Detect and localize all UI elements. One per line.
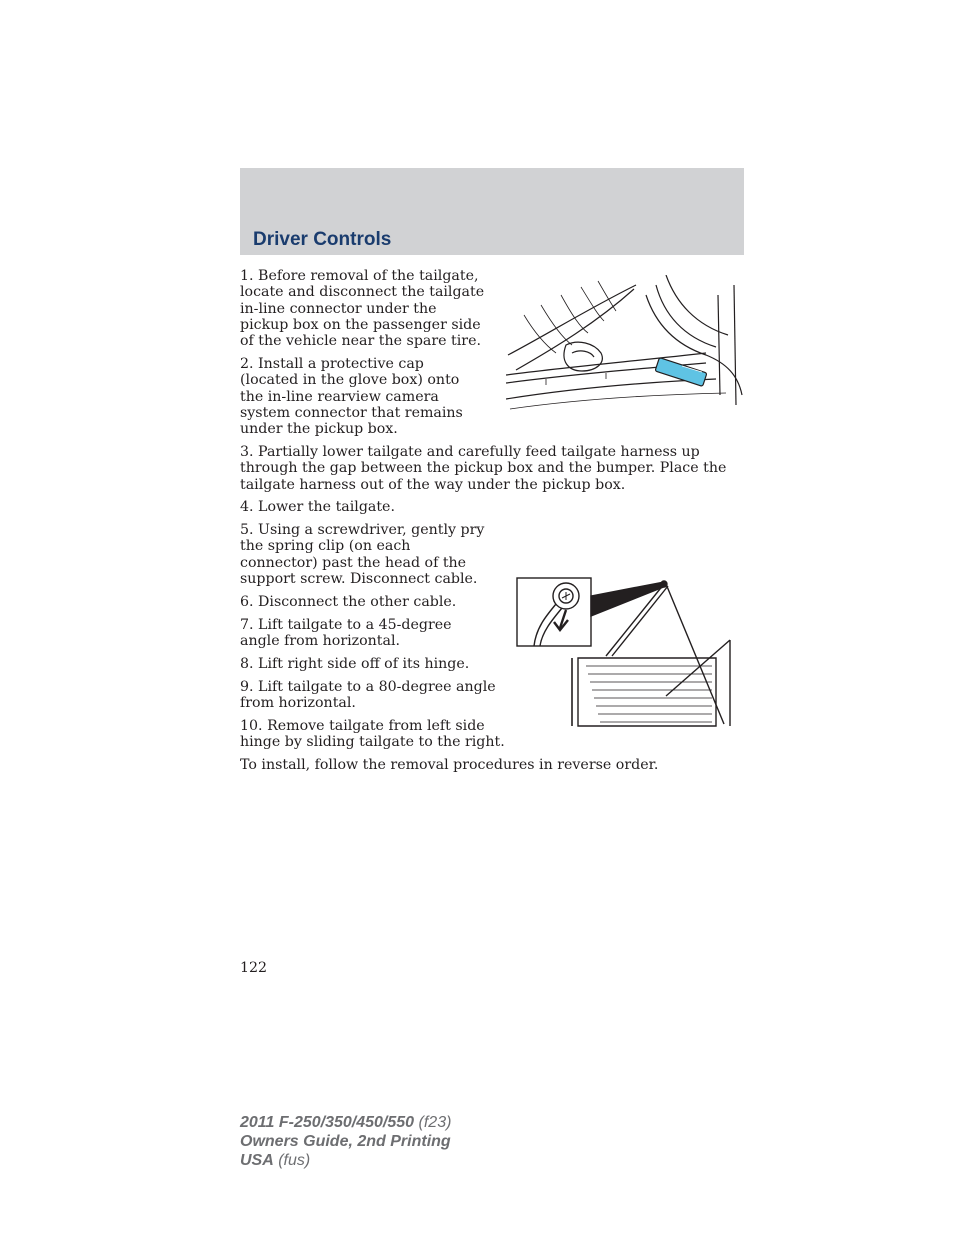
- step-4: 4. Lower the tailgate.: [240, 499, 395, 516]
- spring-clip-illustration: [516, 576, 738, 728]
- install-note: To install, follow the removal procedures in reverse order.: [240, 756, 659, 773]
- footer-line-2: Owners Guide, 2nd Printing: [240, 1133, 451, 1150]
- tailgate-connector-illustration: [506, 275, 746, 415]
- step-3: 3. Partially lower tailgate and carefully feed tailgate harness up through the gap between the pickup box and the bumper. Place the tailgate harness out of the way under the pickup box.: [240, 443, 727, 493]
- step-2: 2. Install a protective cap (located in the glove box) onto the in-line rearview camera system connector that remains under the pickup box.: [240, 355, 463, 438]
- step-8: 8. Lift right side off of its hinge.: [240, 655, 470, 672]
- footer-line-1: 2011 F-250/350/450/550 (f23): [240, 1114, 452, 1131]
- instructions-body: [240, 268, 744, 780]
- step-1: 1. Before removal of the tailgate, locate and disconnect the tailgate in-line connector under the pickup box on the passenger side of the vehicle near the spare tire.: [240, 268, 485, 350]
- section-header-band: [240, 168, 744, 255]
- step-5: 5. Using a screwdriver, gently pry the spring clip (on each connector) past the head of the support screw. Disconnect cable.: [240, 522, 485, 588]
- step-7: 7. Lift tailgate to a 45-degree angle from horizontal.: [240, 616, 452, 649]
- step-6: 6. Disconnect the other cable.: [240, 593, 457, 610]
- step-9: 9. Lift tailgate to a 80-degree angle from horizontal.: [240, 678, 496, 711]
- footer: [240, 1113, 451, 1170]
- page-number: 122: [240, 960, 268, 976]
- step-10: 10. Remove tailgate from left side hinge by sliding tailgate to the right.: [240, 717, 505, 750]
- steps-5-8-column: [240, 522, 486, 672]
- steps-1-2-column: [240, 268, 486, 437]
- section-title: Driver Controls: [253, 229, 392, 250]
- footer-line-3: USA (fus): [240, 1152, 311, 1169]
